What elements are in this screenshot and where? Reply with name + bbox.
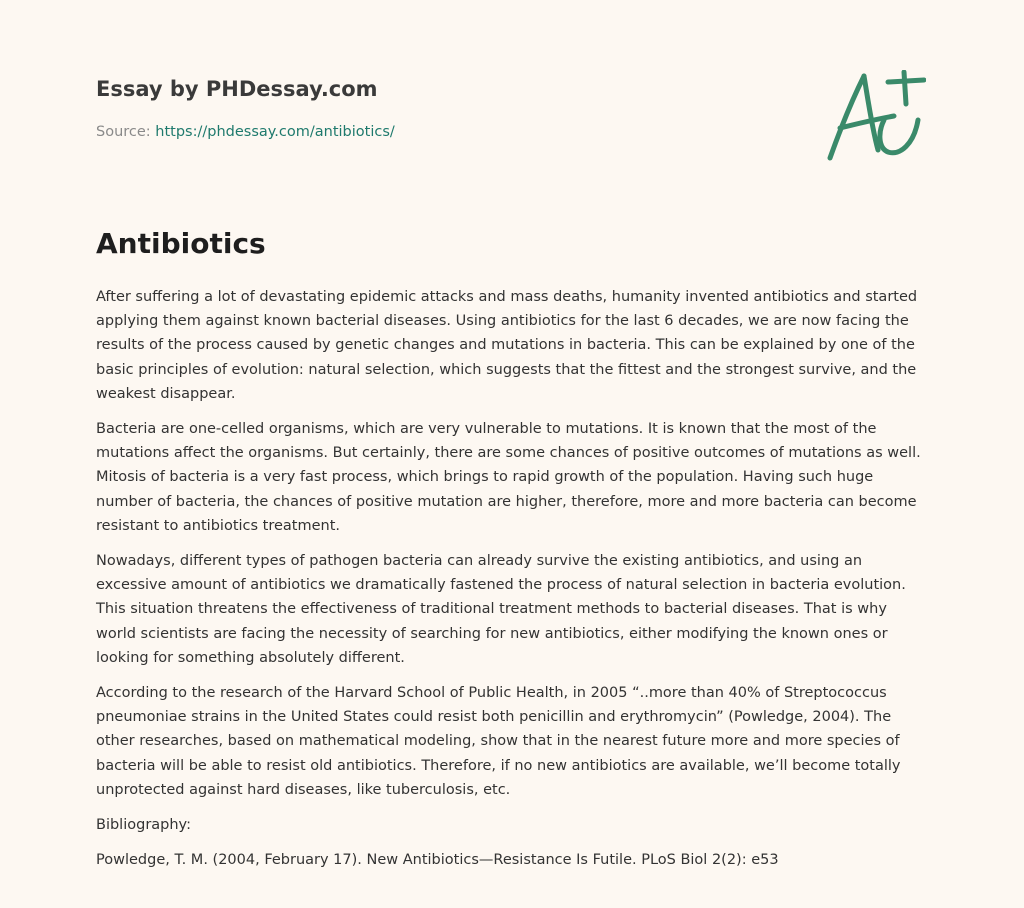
essay-paragraph: Nowadays, different types of pathogen bacteria can already survive the existing antibiotics, and using an excessive amount of antibiotics we dramatically fastened the process of natural selection in bacteria evolution. This situation threatens the effectiveness of traditional treatment methods to bacterial diseases. That is why world scientists are facing the necessity of searching for new antibiotics, either modifying the known ones or looking for something absolutely different. xyxy=(96,553,906,666)
essay-title: Antibiotics xyxy=(96,227,266,260)
bibliography-label: Bibliography: xyxy=(96,817,191,834)
essay-paragraph: Bacteria are one-celled organisms, which are very vulnerable to mutations. It is known that the most of the mutations affect the organisms. But certainly, there are some chances of positive outcomes of mutations as well. Mitosis of bacteria is a very fast process, which brings to rapid growth of the population. Having such huge number of bacteria, the chances of positive mutation are higher, therefore, more and more bacteria can become resistant to antibiotics treatment. xyxy=(96,421,921,534)
source-link[interactable]: https://phdessay.com/antibiotics/ xyxy=(155,124,395,140)
a-plus-logo-icon xyxy=(826,70,926,164)
brand-title: Essay by PHDessay.com xyxy=(96,77,378,101)
source-line xyxy=(96,124,395,140)
essay-paragraph: According to the research of the Harvard School of Public Health, in 2005 “..more than 40% of Streptococcus pneumoniae strains in the United States could resist both penicillin and erythromycin” (Powledge, 2004). The other researches, based on mathematical modeling, show that in the nearest future more and more species of bacteria will be able to resist old antibiotics. Therefore, if no new antibiotics are available, we’ll become totally unprotected against hard diseases, like tuberculosis, etc. xyxy=(96,685,901,798)
source-label: Source: xyxy=(96,124,151,140)
essay-body xyxy=(96,285,930,883)
bibliography-entry: Powledge, T. M. (2004, February 17). New Antibiotics—Resistance Is Futile. PLoS Biol 2(2): e53 xyxy=(96,852,779,869)
essay-paragraph: After suffering a lot of devastating epidemic attacks and mass deaths, humanity invented antibiotics and started applying them against known bacterial diseases. Using antibiotics for the last 6 decades, we are now facing the results of the process caused by genetic changes and mutations in bacteria. This can be explained by one of the basic principles of evolution: natural selection, which suggests that the fittest and the strongest survive, and the weakest disappear. xyxy=(96,289,918,402)
